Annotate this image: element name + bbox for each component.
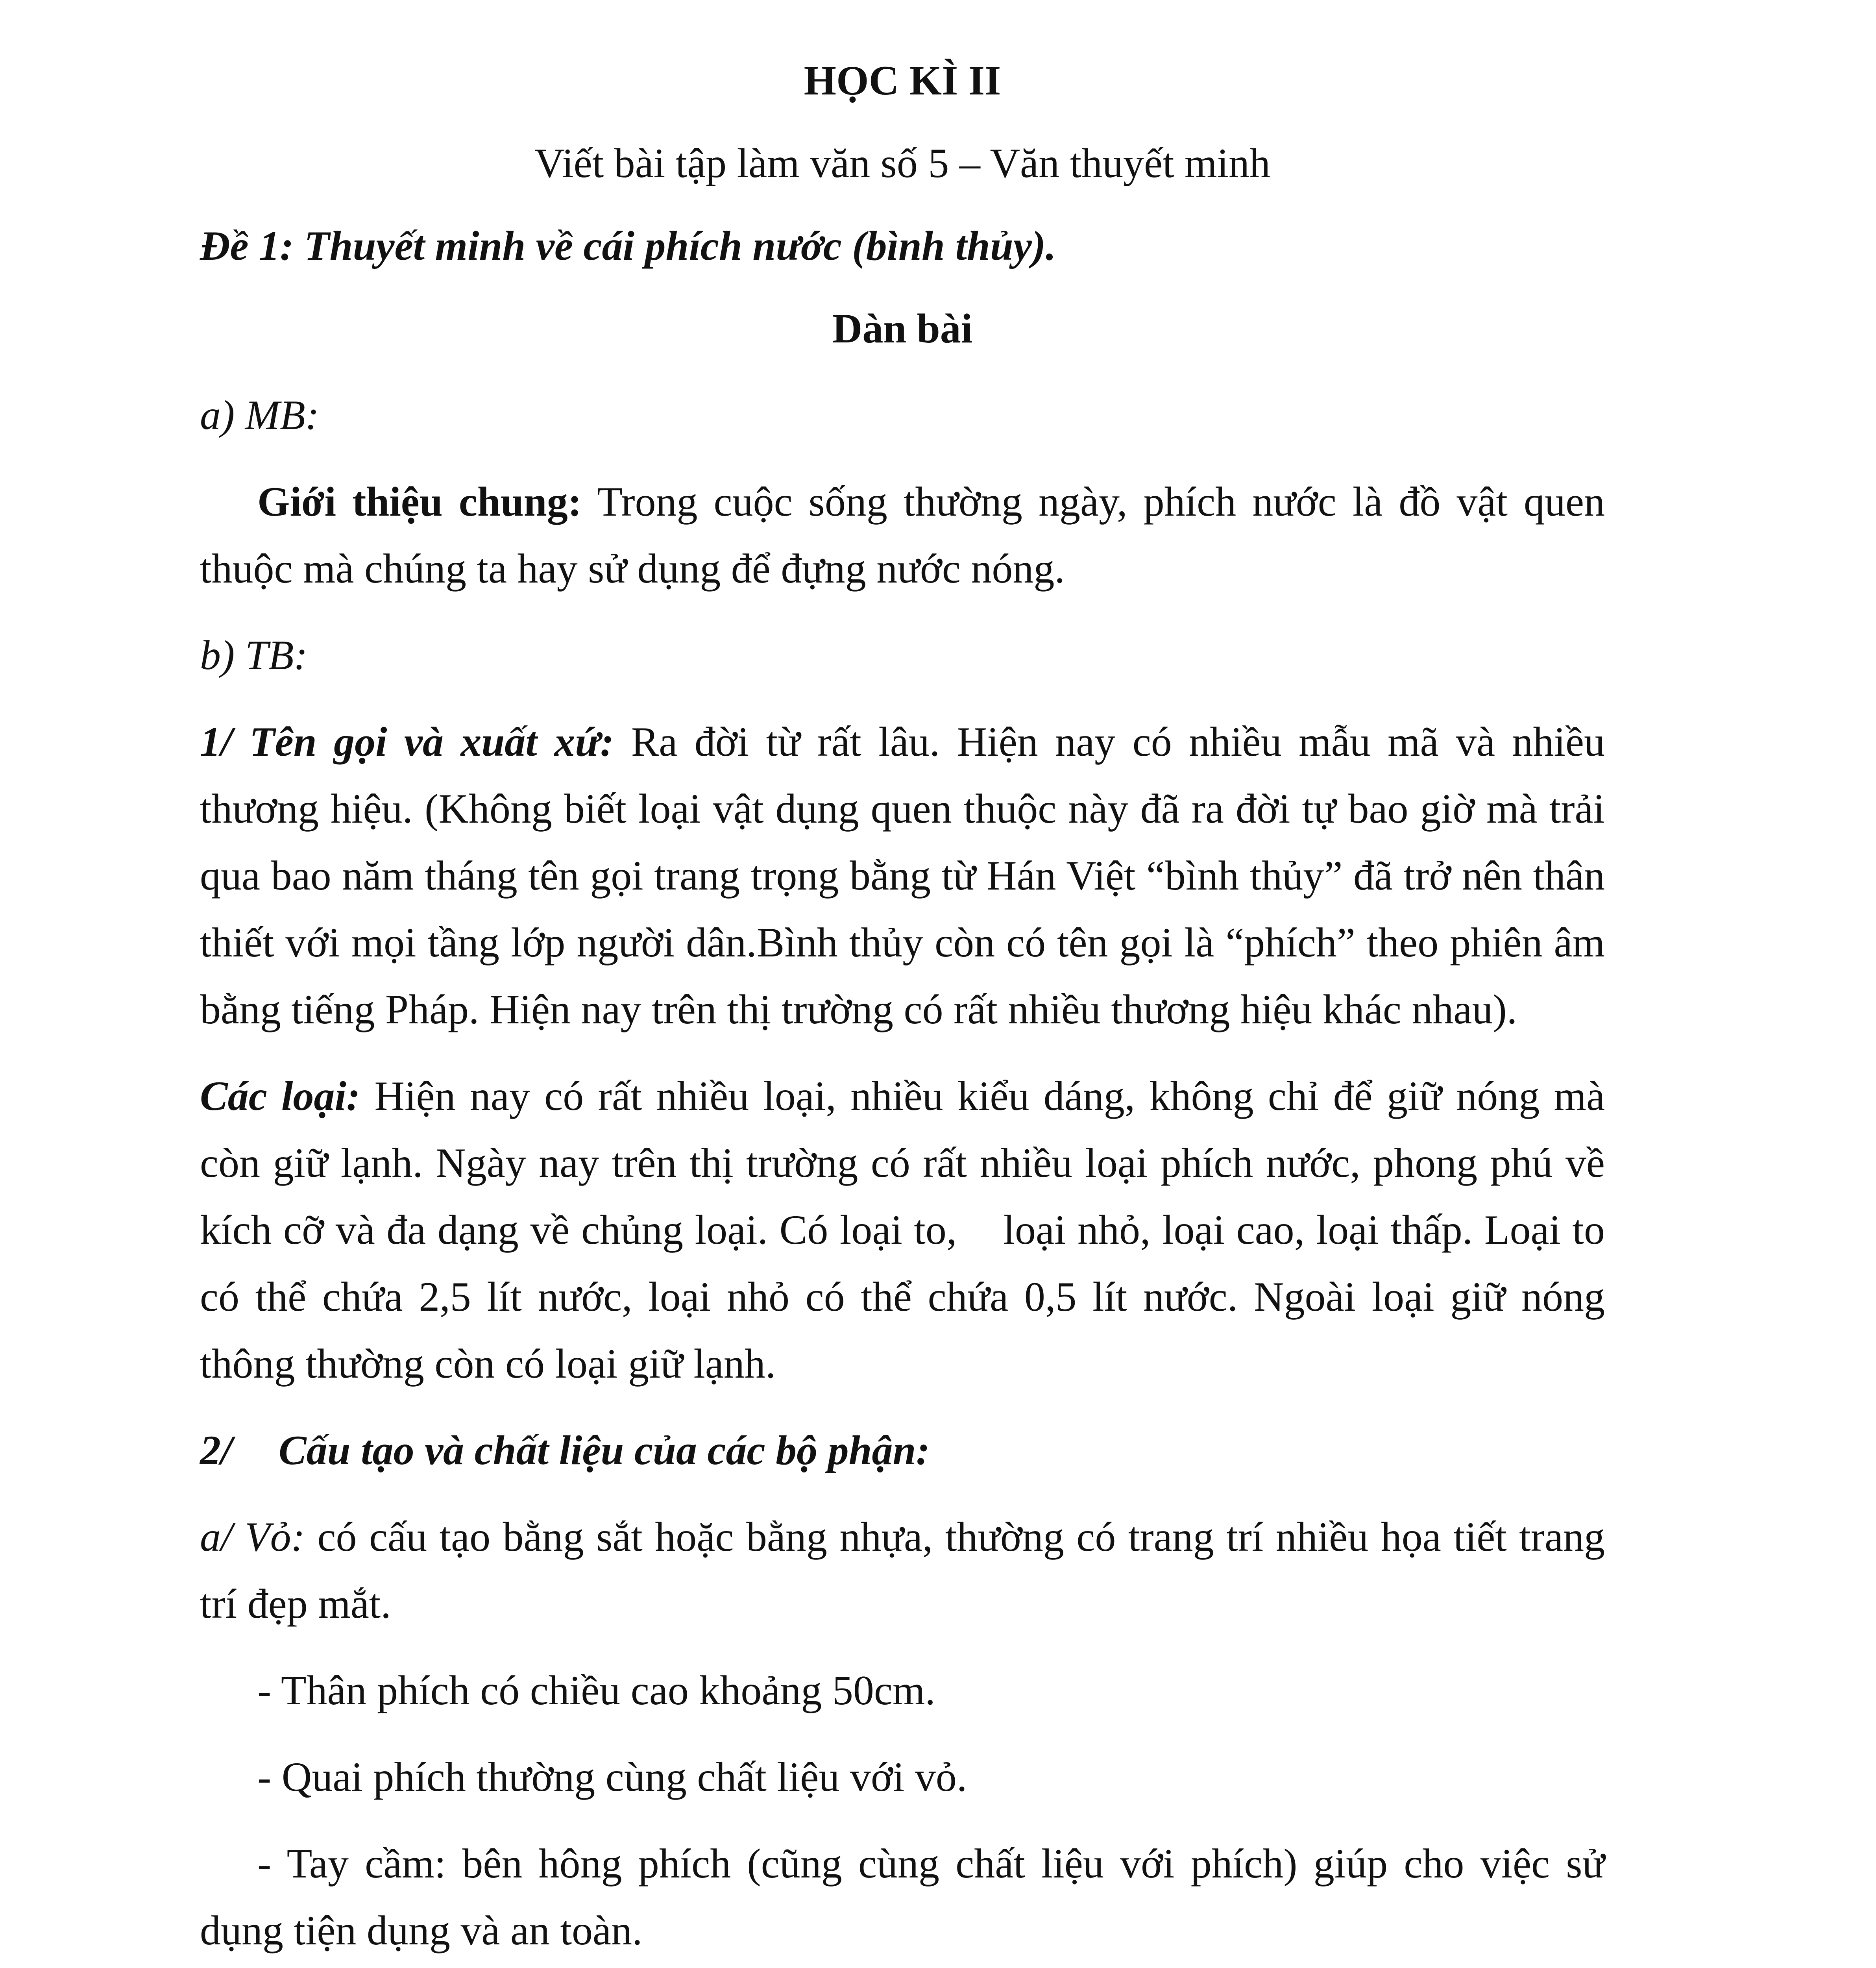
intro-label: Giới thiệu chung: <box>257 479 582 525</box>
types-label: Các loại: <box>200 1073 360 1119</box>
section2-number: 2/ <box>200 1427 233 1473</box>
topic-heading: Đề 1: Thuyết minh về cái phích nước (bình thủy). <box>200 223 1056 269</box>
types-paragraph <box>200 1063 1615 1397</box>
shell-text: có cấu tạo bằng sắt hoặc bằng nhựa, thường có trang trí nhiều họa tiết trang trí đẹp mắt. <box>200 1514 1605 1627</box>
section2-label: Cấu tạo và chất liệu của các bộ phận: <box>279 1427 930 1473</box>
tb-label: b) TB: <box>200 632 308 678</box>
section1-text: Ra đời từ rất lâu. Hiện nay có nhiều mẫu mã và nhiều thương hiệu. (Không biết loại vật dụng quen thuộc này đã ra đời tự bao giờ mà trải qua bao năm tháng tên gọi trang trọng bằng từ Hán Việt “bình thủy” đã trở nên thân thiết với mọi tầng lớp người dân.Bình thủy còn có tên gọi là “phích” theo phiên âm bằng tiếng Pháp. Hiện nay trên thị trường có rất nhiều thương hiệu khác nhau). <box>200 719 1615 1032</box>
shell-paragraph <box>200 1504 1605 1637</box>
document-content <box>200 47 1615 1968</box>
shell-label: a/ Vỏ: <box>200 1514 305 1560</box>
section2-heading <box>200 1417 1605 1484</box>
types-text: Hiện nay có rất nhiều loại, nhiều kiểu dáng, không chỉ để giữ nóng mà còn giữ lạnh. Ngày nay trên thị trường có rất nhiều loại phích nước, phong phú về kích cỡ và đa dạng về chủng loại. Có loại to, loại nhỏ, loại cao, loại thấp. Loại to có thể chứa 2,5 lít nước, loại nhỏ có thể chứa 0,5 lít nước. Ngoài loại giữ nóng thông thường còn có loại giữ lạnh. <box>200 1073 1615 1387</box>
outline-title: Dàn bài <box>832 305 973 351</box>
mb-label: a) MB: <box>200 392 320 438</box>
list-item: - Quai phích thường cùng chất liệu với vỏ. <box>257 1754 967 1800</box>
intro-text: Trong cuộc sống thường ngày, phích nước là đồ vật quen thuộc mà chúng ta hay sử dụng để đựng nước nóng. <box>200 479 1605 592</box>
list-item: - Tay cầm: bên hông phích (cũng cùng chất liệu với phích) giúp cho việc sử dụng tiện dụng và an toàn. <box>200 1840 1605 1953</box>
list-item: - Thân phích có chiều cao khoảng 50cm. <box>257 1667 935 1713</box>
page-subtitle: Viết bài tập làm văn số 5 – Văn thuyết minh <box>534 140 1270 186</box>
section1-label: 1/ Tên gọi và xuất xứ: <box>200 719 614 765</box>
page-title: HỌC KÌ II <box>804 57 1001 104</box>
intro-paragraph <box>200 468 1605 602</box>
section1-paragraph <box>200 708 1615 1043</box>
